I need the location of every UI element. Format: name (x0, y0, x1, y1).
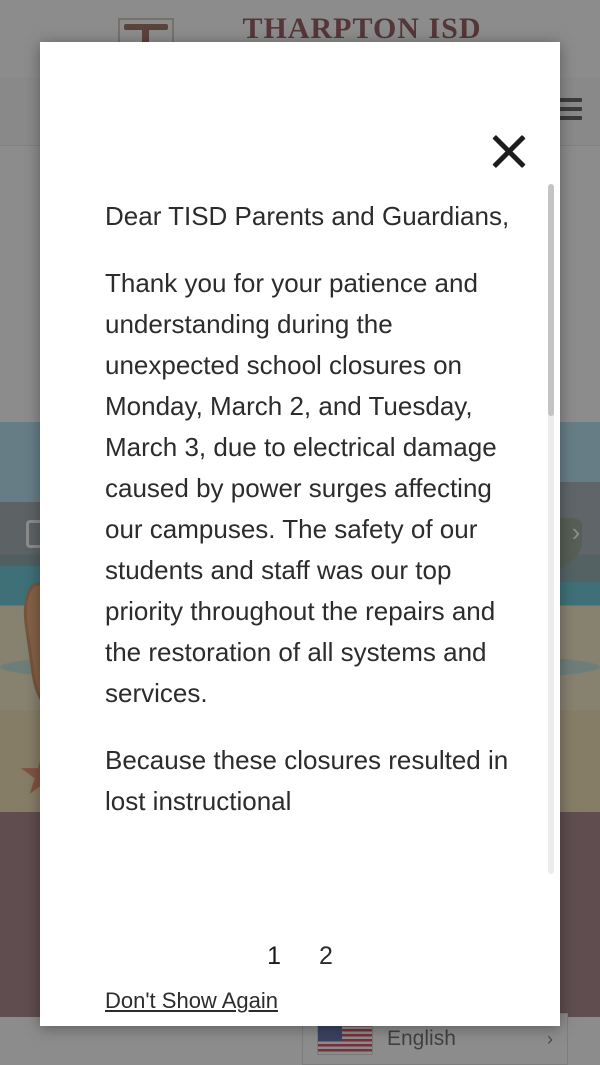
modal-paragraph: Because these closures resulted in lost instructional (105, 745, 509, 816)
modal-message-body (40, 182, 560, 922)
pagination-page-1[interactable]: 1 (267, 942, 281, 970)
dont-show-again-link[interactable]: Don't Show Again (105, 988, 278, 1013)
close-icon[interactable] (486, 128, 532, 174)
modal-paragraph: Dear TISD Parents and Guardians, (105, 201, 510, 231)
modal-scrollbar[interactable] (548, 184, 554, 874)
modal-paragraph: Thank you for your patience and understanding during the unexpected school closures on Monday, March 2, and Tuesday, March 3, due to electrical damage caused by power surges affecting our campuses. The safety of our students and staff was our top priority throughout the repairs and the restoration of all systems and services. (105, 268, 497, 708)
announcement-modal (40, 42, 560, 1026)
modal-scrollbar-thumb[interactable] (548, 184, 554, 416)
modal-pagination (40, 942, 560, 971)
pagination-page-2[interactable]: 2 (319, 942, 333, 970)
